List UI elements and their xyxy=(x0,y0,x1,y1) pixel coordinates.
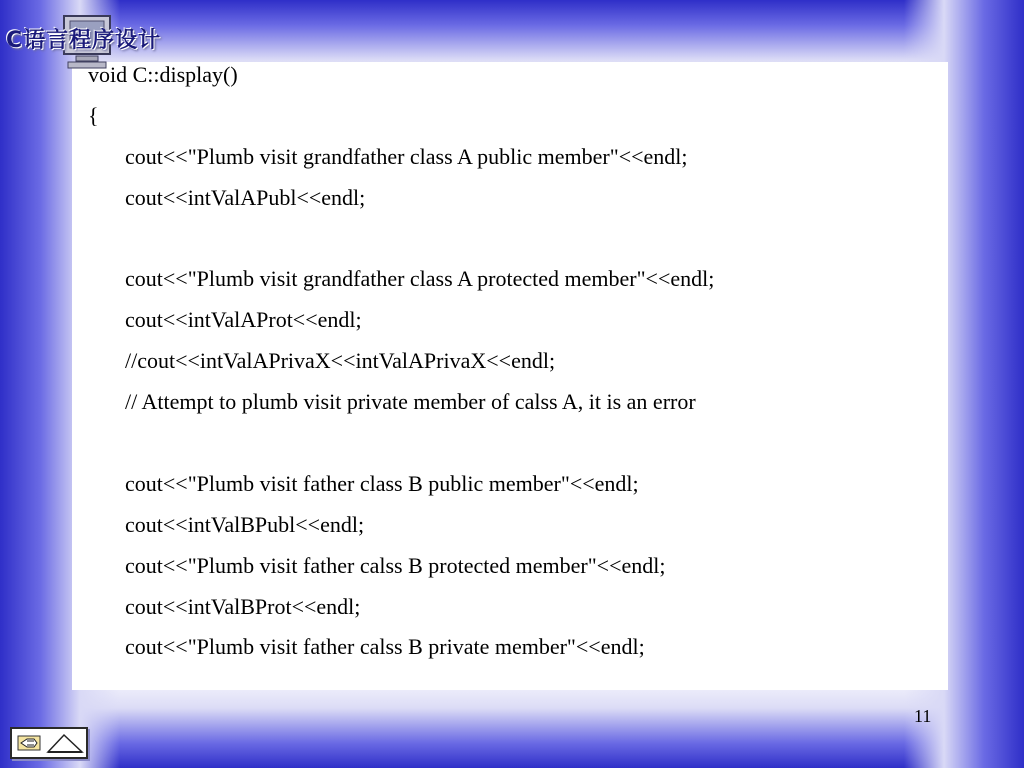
code-line: cout<<"Plumb visit father class B public member"<<endl; xyxy=(125,470,639,496)
code-line: void C::display() xyxy=(88,62,238,87)
code-line: //cout<<intValAPrivaX<<intValAPrivaX<<endl; xyxy=(125,348,556,374)
code-line: cout<<"Plumb visit father calss B protected member"<<endl; xyxy=(125,552,666,578)
code-block xyxy=(88,55,714,668)
code-line: cout<<intValBProt<<endl; xyxy=(125,593,361,619)
navigation-icons xyxy=(12,729,86,757)
code-line: cout<<intValBPubl<<endl; xyxy=(125,511,365,537)
code-line: cout<<intValAProt<<endl; xyxy=(125,307,362,333)
course-logo xyxy=(6,20,174,56)
code-line: cout<<"Plumb visit grandfather class A public member"<<endl; xyxy=(125,143,688,169)
triangle-home-icon[interactable] xyxy=(48,735,82,752)
code-line: cout<<"Plumb visit father calss B private member"<<endl; xyxy=(125,634,645,660)
course-logo-text: C语言程序设计 xyxy=(6,27,162,53)
code-line xyxy=(88,423,714,464)
code-line: cout<<"Plumb visit grandfather class A protected member"<<endl; xyxy=(125,266,715,292)
code-line xyxy=(88,219,714,260)
hand-pointer-icon[interactable] xyxy=(18,736,40,750)
page-number: 11 xyxy=(914,706,932,726)
code-line: // Attempt to plumb visit private member of calss A, it is an error xyxy=(125,389,696,415)
code-line: { xyxy=(88,102,99,128)
code-line: cout<<intValAPubl<<endl; xyxy=(125,184,366,210)
slide-navigation[interactable] xyxy=(10,727,88,759)
